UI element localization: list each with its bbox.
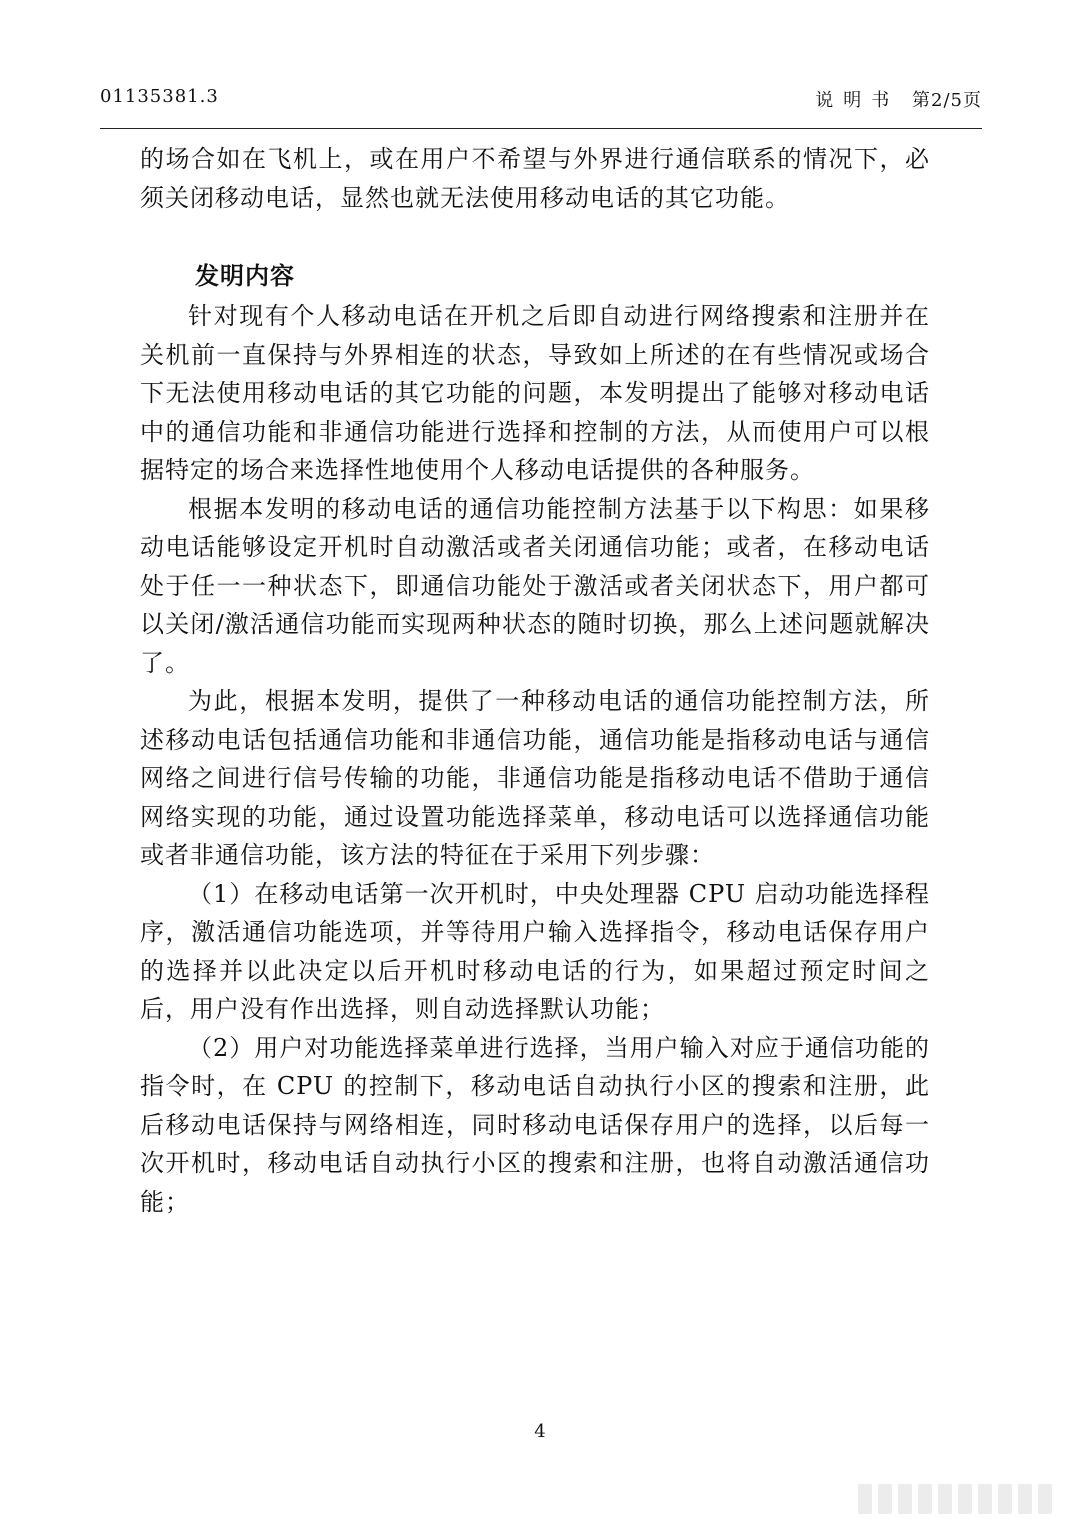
paragraph: 针对现有个人移动电话在开机之后即自动进行网络搜索和注册并在关机前一直保持与外界相连的状态，导致如上所述的在有些情况或场合下无法使用移动电话的其它功能的问题，本发明提出了能够对移动电话中的通信功能和非通信功能进行选择和控制的方法，从而使用户可以根据特定的场合来选择性地使用个人移动电话提供的各种服务。 [140,302,930,484]
watermark-bars [858,1484,1052,1514]
section-gap [140,217,930,255]
step-1-paragraph: （1）在移动电话第一次开机时，中央处理器 CPU 启动功能选择程序，激活通信功能选项，并等待用户输入选择指令，移动电话保存用户的选择并以此决定以后开机时移动电话的行为，如果超过预定时间之后，用户没有作出选择，则自动选择默认功能； [140,879,930,1023]
section-heading: 发明内容 [195,261,295,290]
page-info: 第2/5页 [912,90,982,111]
header-right [815,86,982,112]
paragraph-continued: 的场合如在飞机上，或在用户不希望与外界进行通信联系的情况下，必须关闭移动电话，显然也就无法使用移动电话的其它功能。 [140,145,930,212]
paragraph: 根据本发明的移动电话的通信功能控制方法基于以下构思：如果移动电话能够设定开机时自动激活或者关闭通信功能；或者，在移动电话处于任一一种状态下，即通信功能处于激活或者关闭状态下，用户都可以关闭/激活通信功能而实现两种状态的随时切换，那么上述问题就解决了。 [140,494,930,677]
document-type: 说明书 [815,90,900,111]
header-rule [100,128,982,129]
page-number: 4 [534,1421,546,1442]
page-header [100,86,982,116]
step-2-paragraph: （2）用户对功能选择菜单进行选择，当用户输入对应于通信功能的指令时，在 CPU 的控制下，移动电话自动执行小区的搜索和注册，此后移动电话保持与网络相连，同时移动电话保存用户的选择，以后每一次开机时，移动电话自动执行小区的搜索和注册，也将自动激活通信功能； [140,1033,930,1216]
document-body [140,140,930,1221]
document-number: 01135381.3 [100,86,219,107]
paragraph: 为此，根据本发明，提供了一种移动电话的通信功能控制方法，所述移动电话包括通信功能和非通信功能，通信功能是指移动电话与通信网络之间进行信号传输的功能，非通信功能是指移动电话不借助于通信网络实现的功能，通过设置功能选择菜单，移动电话可以选择通信功能或者非通信功能，该方法的特征在于采用下列步骤： [140,687,930,869]
